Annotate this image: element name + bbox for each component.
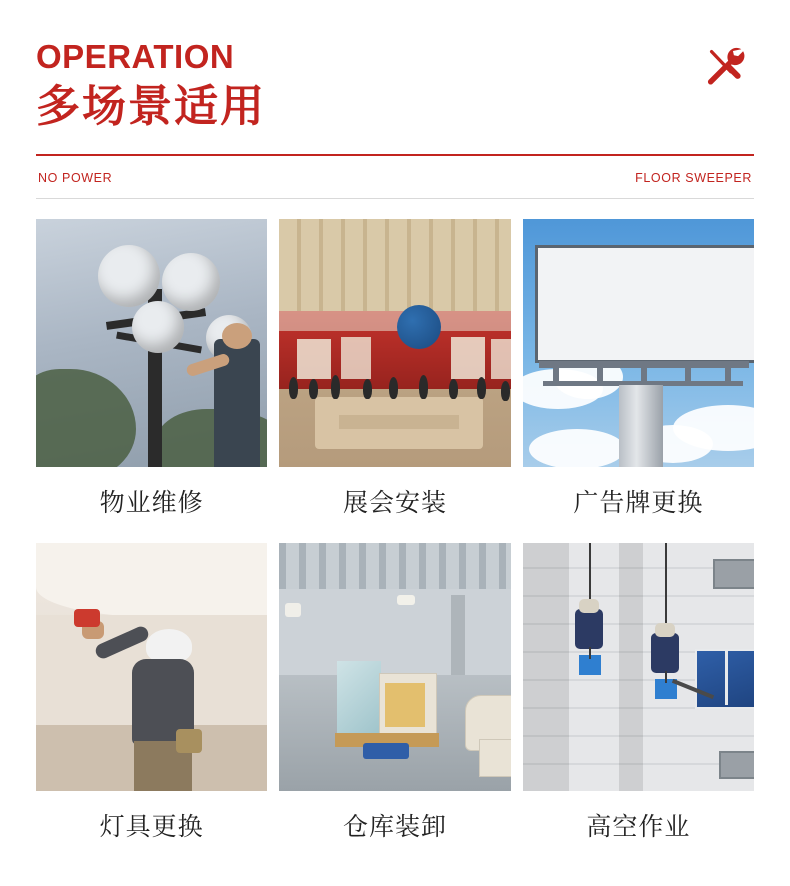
tools-icon	[702, 42, 748, 88]
scene-grid	[36, 219, 754, 861]
billboard-replacement-photo	[523, 219, 754, 467]
header-divider-bottom	[36, 198, 754, 199]
page-title-en: OPERATION	[36, 38, 235, 75]
scene-card	[279, 219, 510, 537]
rope-access-high-work-photo	[523, 543, 754, 791]
scene-caption: 物业维修	[99, 488, 204, 517]
scene-card	[279, 543, 510, 861]
scene-card	[523, 219, 754, 537]
subline-left-label: NO POWER	[38, 171, 113, 185]
scene-card	[36, 219, 267, 537]
scene-caption: 仓库装卸	[342, 812, 447, 841]
scene-card	[523, 543, 754, 861]
page-title-cn: 多场景适用	[36, 81, 266, 132]
scene-caption: 广告牌更换	[573, 488, 704, 517]
scene-caption: 展会安装	[342, 488, 447, 517]
exhibition-hall-photo	[279, 219, 510, 467]
page-header	[36, 0, 754, 140]
subline-right-label: FLOOR SWEEPER	[635, 171, 752, 185]
header-subline	[36, 156, 754, 190]
warehouse-loading-photo	[279, 543, 510, 791]
ceiling-light-replacement-photo	[36, 543, 267, 791]
streetlamp-maintenance-photo	[36, 219, 267, 467]
scene-caption: 高空作业	[586, 812, 691, 841]
scene-caption: 灯具更换	[99, 812, 204, 841]
scene-card	[36, 543, 267, 861]
